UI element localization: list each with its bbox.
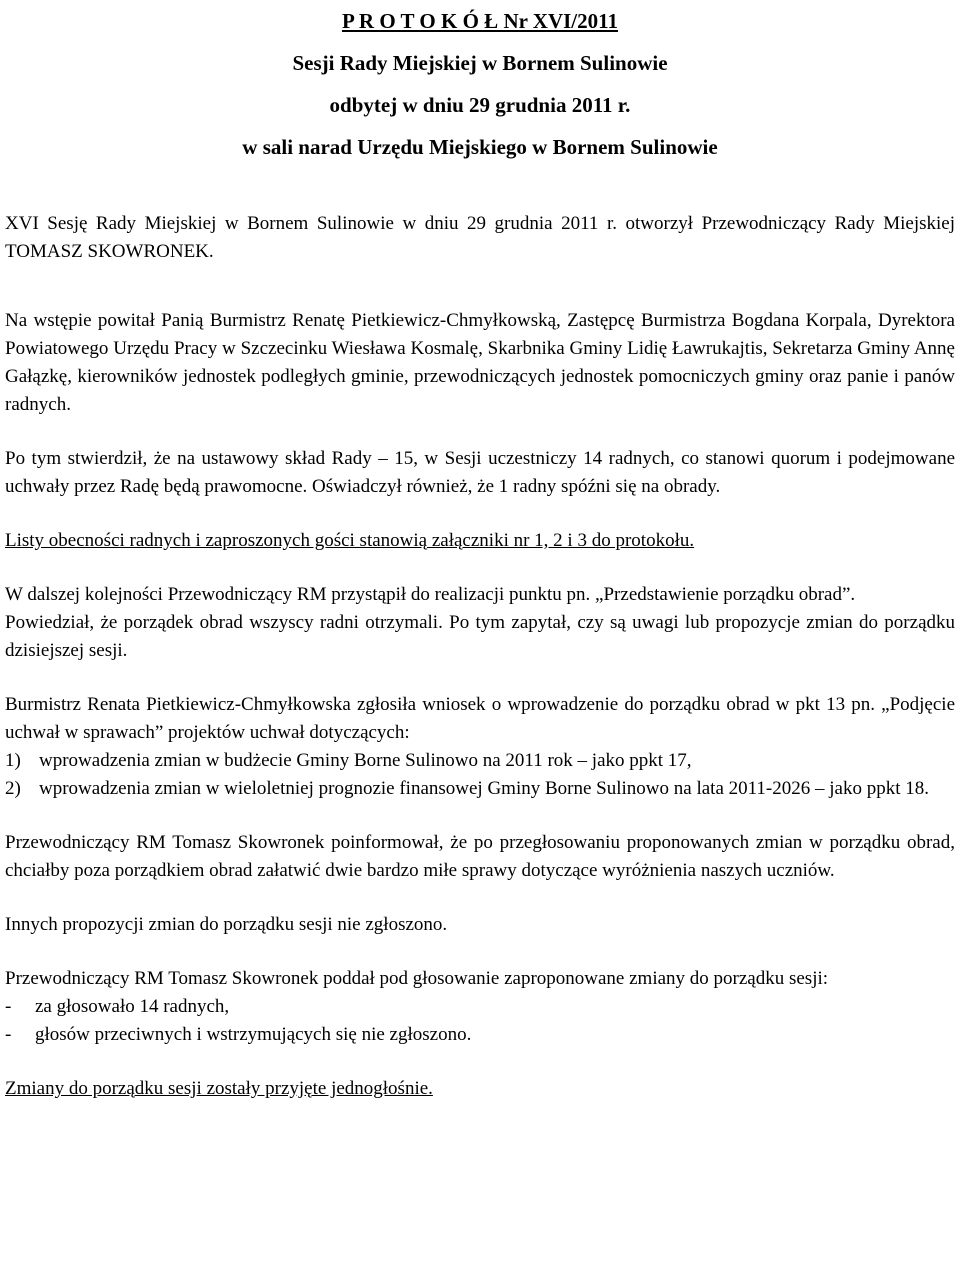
paragraph-motion: Burmistrz Renata Pietkiewicz-Chmyłkowska zgłosiła wniosek o wprowadzenie do porządku obrad w pkt 13 pn. „Podjęcie uchwał w sprawach” projektów uchwał dotyczących: — [5, 694, 955, 743]
session-name: Sesji Rady Miejskiej w Bornem Sulinowie — [292, 51, 668, 75]
list-item-dash: - — [5, 1024, 12, 1045]
list-item-dash: - — [5, 996, 12, 1017]
list-item — [5, 775, 955, 803]
paragraph-vote-intro: Przewodniczący RM Tomasz Skowronek poddał pod głosowanie zaproponowane zmiany do porządku sesji: — [5, 968, 829, 989]
protocol-title: P R O T O K Ó Ł Nr XVI/2011 — [342, 9, 618, 33]
paragraph-agenda-intro: W dalszej kolejności Przewodniczący RM przystąpił do realizacji punktu pn. „Przedstawienie porządku obrad”. — [5, 584, 856, 605]
motion-list — [5, 747, 955, 803]
list-item-number: 2) — [5, 778, 21, 799]
paragraph-attendance: Listy obecności radnych i zaproszonych gości stanowią załączniki nr 1, 2 i 3 do protokołu. — [5, 530, 695, 551]
late-member-statement: Oświadczył również, że 1 radny spóźni się na obrady. — [307, 476, 721, 497]
list-item-text: głosów przeciwnych i wstrzymujących się nie zgłoszono. — [35, 1024, 472, 1045]
list-item-text: za głosowało 14 radnych, — [35, 996, 230, 1017]
session-date: odbytej w dniu 29 grudnia 2011 r. — [329, 93, 631, 117]
paragraph-chair-info: Przewodniczący RM Tomasz Skowronek poinformował, że po przegłosowaniu proponowanych zmian w porządku obrad, chciałby poza porządkiem obrad załatwić dwie bardzo miłe sprawy dotyczące wyróżnienia naszych uczniów. — [5, 832, 955, 881]
paragraph-welcome: Na wstępie powitał Panią Burmistrz Renatę Pietkiewicz-Chmyłkowską, Zastępcę Burmistrza Bogdana Korpala, Dyrektora Powiatowego Urzędu Pracy w Szczecinku Wiesława Kosmalę, Skarbnika Gminy Lidię Ławrukajtis, Sekretarza Gminy Annę Gałązkę, kierowników jednostek podległych gminie, przewodniczących jednostek pomocniczych gminy oraz panie i panów radnych. — [5, 310, 955, 415]
paragraph-no-other-proposals: Innych propozycji zmian do porządku sesji nie zgłoszono. — [5, 914, 448, 935]
list-item — [5, 747, 955, 775]
paragraph-conclusion: Zmiany do porządku sesji zostały przyjęte jednogłośnie. — [5, 1078, 433, 1099]
list-item — [5, 993, 955, 1021]
quorum-statement: Po tym stwierdził, że na ustawowy skład Rady – 15, w Sesji uczestniczy 14 radnych, co stanowi quorum i podejmowane uchwały przez Radę będą prawomocne. — [5, 448, 955, 497]
list-item-number: 1) — [5, 750, 21, 771]
paragraph-opening: XVI Sesję Rady Miejskiej w Bornem Sulinowie w dniu 29 grudnia 2011 r. otworzył Przewodniczący Rady Miejskiej TOMASZ SKOWRONEK. — [5, 213, 955, 262]
paragraph-quorum — [5, 445, 955, 501]
list-item-text: wprowadzenia zmian w budżecie Gminy Borne Sulinowo na 2011 rok – jako ppkt 17, — [39, 750, 692, 771]
vote-results-list — [5, 993, 955, 1049]
paragraph-agenda-received: Powiedział, że porządek obrad wszyscy radni otrzymali. Po tym zapytał, czy są uwagi lub propozycje zmian do porządku dzisiejszej sesji. — [5, 612, 955, 661]
document-header — [5, 0, 955, 168]
list-item-text: wprowadzenia zmian w wieloletniej prognozie finansowej Gminy Borne Sulinowo na lata 2011-2026 – jako ppkt 18. — [39, 778, 929, 799]
session-location: w sali narad Urzędu Miejskiego w Bornem Sulinowie — [242, 135, 718, 159]
list-item — [5, 1021, 955, 1049]
